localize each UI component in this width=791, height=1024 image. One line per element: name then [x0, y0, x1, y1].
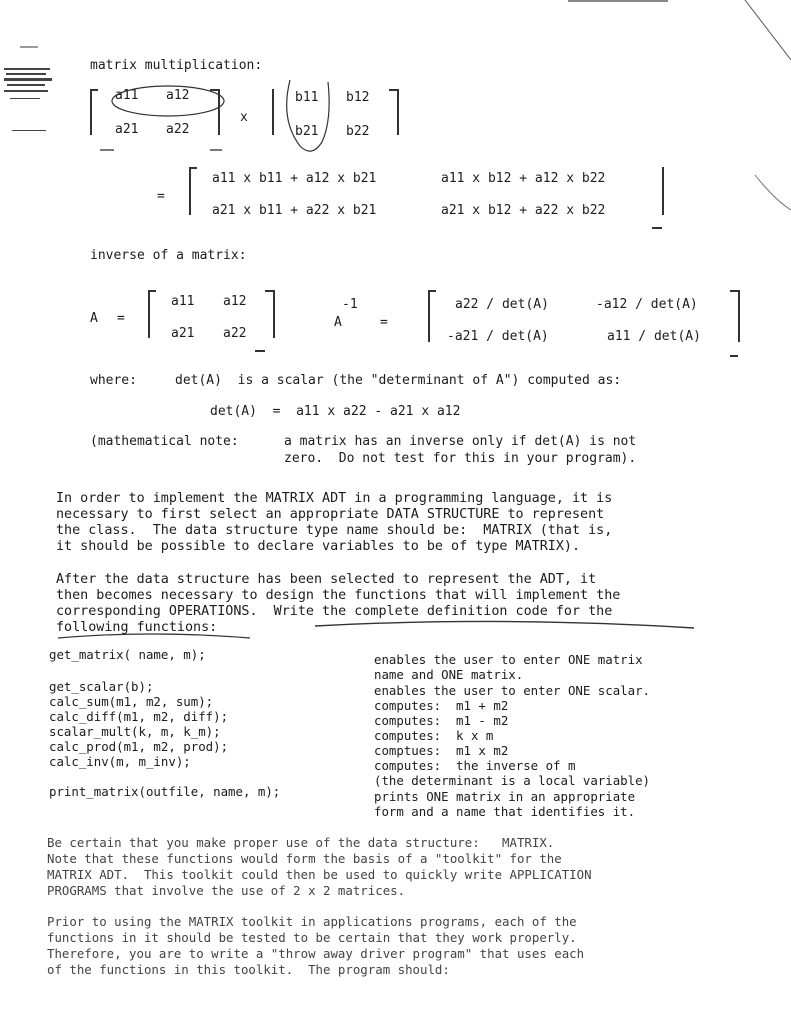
paragraph-line: of the functions in this toolkit. The program should:: [47, 962, 450, 977]
function-desc-line: comptues: m1 x m2: [374, 743, 509, 758]
inv-r1c1: a22 / det(A): [455, 297, 549, 312]
paragraph-line: Be certain that you make proper use of the data structure: MATRIX.: [47, 835, 555, 850]
paragraph-line: PROGRAMS that involve the use of 2 x 2 matrices.: [47, 883, 406, 898]
product-r2c1: a21 x b11 + a22 x b21: [212, 203, 377, 218]
function-desc-line: prints ONE matrix in an appropriate: [374, 789, 636, 804]
matrix-label-a-inverse: A: [334, 315, 342, 330]
paragraph-line: Prior to using the MATRIX toolkit in applications programs, each of the: [47, 914, 577, 929]
product-r1c1: a11 x b11 + a12 x b21: [212, 171, 377, 186]
function-get-matrix: get_matrix( name, m);: [49, 647, 206, 662]
paragraph-line: Note that these functions would form the basis of a "toolkit" for the: [47, 851, 562, 866]
function-desc-line: (the determinant is a local variable): [374, 773, 651, 788]
inverse-superscript: -1: [342, 297, 358, 312]
inv-a-cell-11: a11: [171, 294, 195, 309]
paragraph-line: corresponding OPERATIONS. Write the complete definition code for the: [56, 604, 613, 619]
matrix-b-cell-11: b11: [295, 90, 319, 105]
function-desc-line: form and a name that identifies it.: [374, 804, 636, 819]
where-label: where:: [90, 373, 137, 388]
matrix-a-cell-22: a22: [166, 122, 190, 137]
paragraph-line: the class. The data structure type name should be: MATRIX (that is,: [56, 523, 613, 538]
times-symbol: x: [240, 110, 248, 125]
paragraph-line: After the data structure has been selected to represent the ADT, it: [56, 572, 597, 587]
function-print-matrix: print_matrix(outfile, name, m);: [49, 784, 281, 799]
where-text: det(A) is a scalar (the "determinant of A") computed as:: [175, 373, 622, 388]
function-desc-line: enables the user to enter ONE scalar.: [374, 683, 651, 698]
note-line-1: a matrix has an inverse only if det(A) is not: [284, 434, 637, 449]
paragraph-line: Therefore, you are to write a "throw away driver program" that uses each: [47, 946, 585, 961]
inv-r2c1: -a21 / det(A): [447, 329, 549, 344]
determinant-formula: det(A) = a11 x a22 - a21 x a12: [210, 404, 461, 419]
product-r1c2: a11 x b12 + a12 x b22: [441, 171, 606, 186]
paragraph-line: then becomes necessary to design the functions that will implement the: [56, 588, 621, 603]
function-scalar-mult: scalar_mult(k, m, k_m);: [49, 724, 221, 739]
function-desc-line: computes: m1 + m2: [374, 698, 509, 713]
function-desc-line: name and ONE matrix.: [374, 667, 524, 682]
paragraph-line: In order to implement the MATRIX ADT in a programming language, it is: [56, 491, 613, 506]
matrix-b-cell-22: b22: [346, 124, 370, 139]
function-desc-line: computes: k x m: [374, 728, 494, 743]
paragraph-line: necessary to first select an appropriate DATA STRUCTURE to represent: [56, 507, 605, 522]
matrix-label-a: A: [90, 311, 98, 326]
function-desc-line: computes: m1 - m2: [374, 713, 509, 728]
note-line-2: zero. Do not test for this in your program).: [284, 451, 637, 466]
inverse-heading: inverse of a matrix:: [90, 248, 247, 263]
paragraph-line: following functions:: [56, 620, 218, 635]
product-r2c2: a21 x b12 + a22 x b22: [441, 203, 606, 218]
matrix-b-cell-21: b21: [295, 124, 319, 139]
equals-1: =: [117, 311, 125, 326]
matrix-a-cell-21: a21: [115, 122, 139, 137]
function-desc-line: enables the user to enter ONE matrix: [374, 652, 643, 667]
matrix-multiplication-heading: matrix multiplication:: [90, 58, 263, 73]
matrix-a-cell-11: a11: [115, 88, 139, 103]
function-calc-inv: calc_inv(m, m_inv);: [49, 754, 191, 769]
product-equals: =: [157, 189, 165, 204]
paragraph-line: functions in it should be tested to be certain that they work properly.: [47, 930, 577, 945]
matrix-a-cell-12: a12: [166, 88, 190, 103]
inv-r2c2: a11 / det(A): [607, 329, 701, 344]
inv-a-cell-12: a12: [223, 294, 247, 309]
function-calc-diff: calc_diff(m1, m2, diff);: [49, 709, 229, 724]
inv-a-cell-22: a22: [223, 326, 247, 341]
paragraph-line: MATRIX ADT. This toolkit could then be used to quickly write APPLICATION: [47, 867, 592, 882]
paragraph-line: it should be possible to declare variables to be of type MATRIX).: [56, 539, 581, 554]
function-calc-sum: calc_sum(m1, m2, sum);: [49, 694, 214, 709]
inv-a-cell-21: a21: [171, 326, 195, 341]
function-calc-prod: calc_prod(m1, m2, prod);: [49, 739, 229, 754]
inv-r1c2: -a12 / det(A): [596, 297, 698, 312]
function-get-scalar: get_scalar(b);: [49, 679, 154, 694]
equals-2: =: [380, 315, 388, 330]
function-desc-line: computes: the inverse of m: [374, 758, 576, 773]
note-label: (mathematical note:: [90, 434, 239, 449]
matrix-b-cell-12: b12: [346, 90, 370, 105]
